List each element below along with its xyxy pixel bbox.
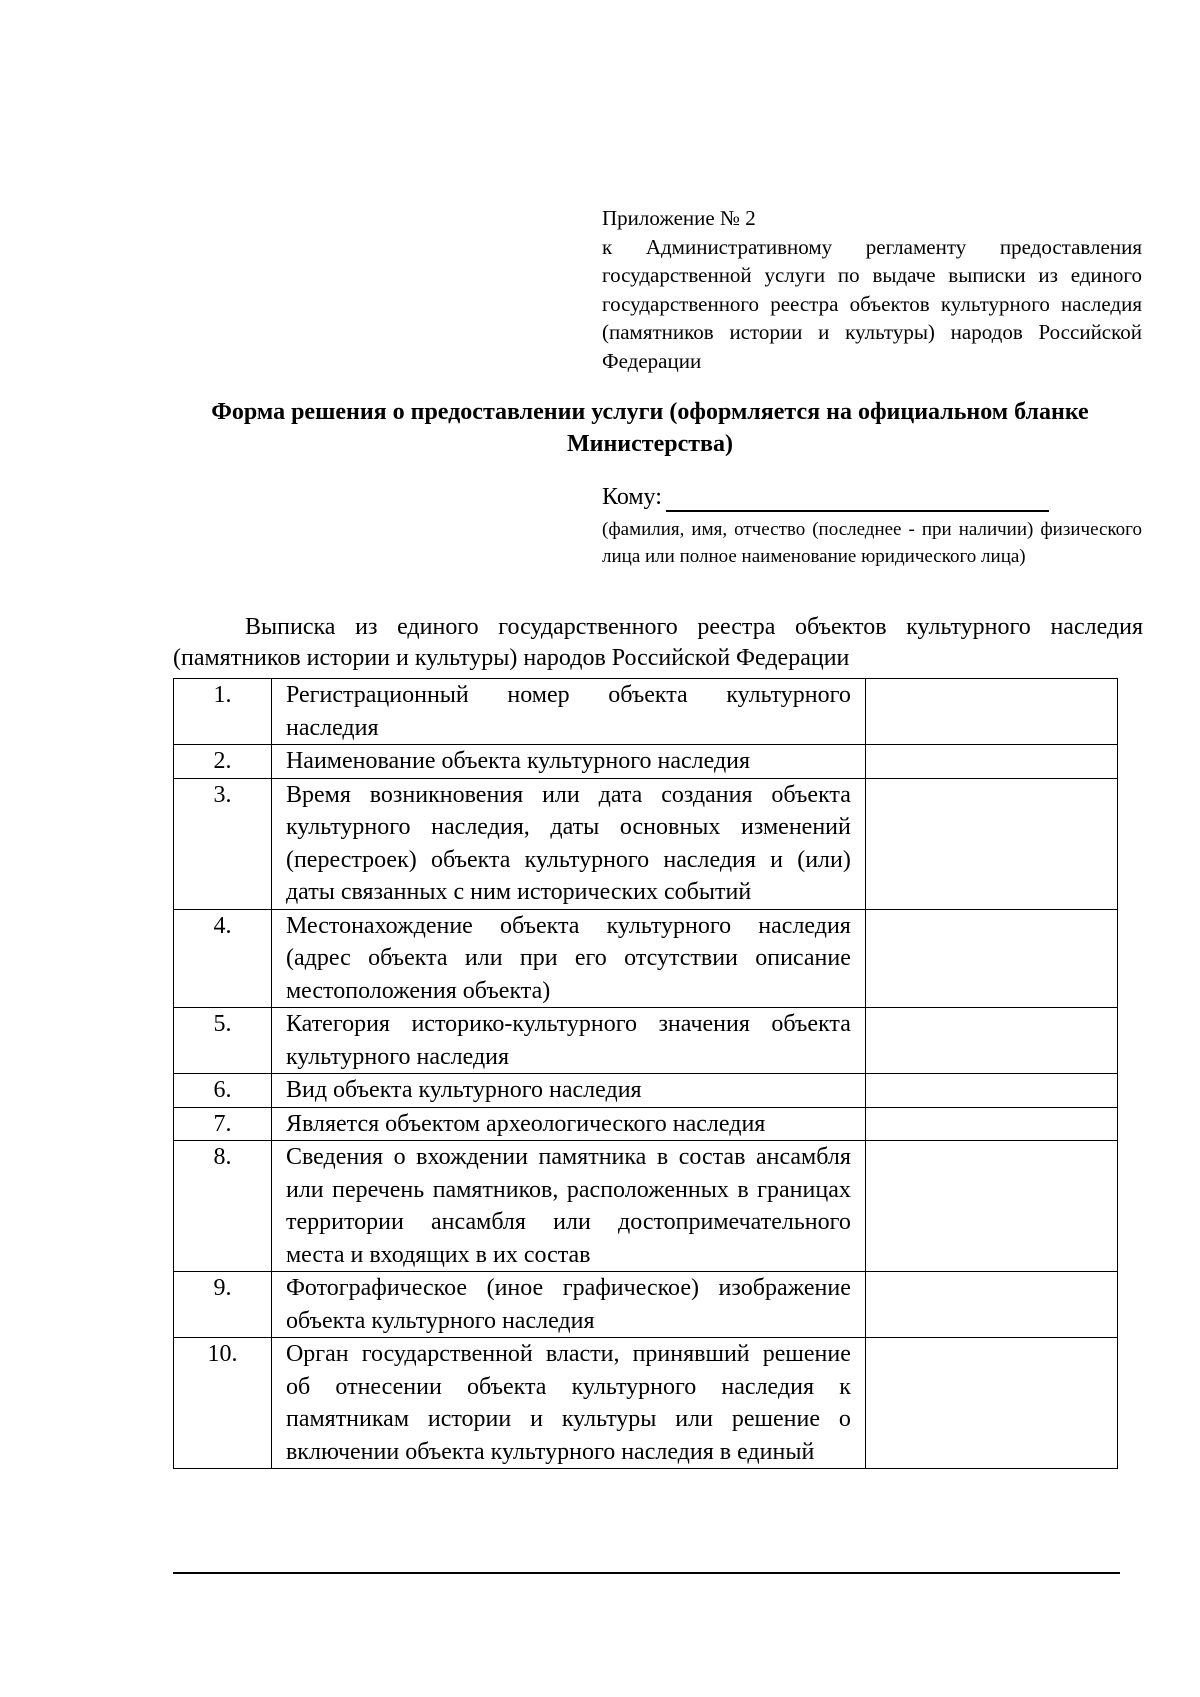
row-value-cell[interactable]: [865, 1074, 1117, 1108]
annex-block: [602, 204, 1142, 375]
row-number: 2.: [174, 745, 272, 779]
row-value-cell[interactable]: [865, 909, 1117, 1008]
row-label: Местонахождение объекта культурного наследия (адрес объекта или при его отсутствии описание местоположения объекта): [271, 909, 865, 1008]
table-row: [174, 1074, 1118, 1108]
recipient-blank-field[interactable]: [666, 482, 1049, 512]
table-row: [174, 1141, 1118, 1272]
row-label: Орган государственной власти, принявший решение об отнесении объекта культурного наследия к памятникам истории и культуры или решение о включении объекта культурного наследия в единый: [271, 1338, 865, 1469]
table-row: [174, 1008, 1118, 1074]
row-label: Фотографическое (иное графическое) изображение объекта культурного наследия: [271, 1272, 865, 1338]
table-row: [174, 679, 1118, 745]
register-table: [173, 678, 1118, 1469]
row-value-cell[interactable]: [865, 1272, 1117, 1338]
row-value-cell[interactable]: [865, 1107, 1117, 1141]
recipient-label: Кому:: [602, 484, 662, 510]
row-label: Регистрационный номер объекта культурного наследия: [271, 679, 865, 745]
annex-title: Приложение № 2: [602, 206, 756, 230]
table-row: [174, 1272, 1118, 1338]
row-value-cell[interactable]: [865, 778, 1117, 909]
table-row: [174, 1338, 1118, 1469]
row-value-cell[interactable]: [865, 1008, 1117, 1074]
row-number: 7.: [174, 1107, 272, 1141]
table-row: [174, 1107, 1118, 1141]
form-heading: Форма решения о предоставлении услуги (оформляется на официальном бланке Министерства): [211, 399, 1089, 457]
row-value-cell[interactable]: [865, 1141, 1117, 1272]
row-number: 8.: [174, 1141, 272, 1272]
row-number: 4.: [174, 909, 272, 1008]
row-number: 1.: [174, 679, 272, 745]
table-row: [174, 745, 1118, 779]
row-number: 10.: [174, 1338, 272, 1469]
recipient-hint: (фамилия, имя, отчество (последнее - при наличии) физического лица или полное наименование юридического лица): [602, 519, 1142, 567]
row-label: Категория историко-культурного значения объекта культурного наследия: [271, 1008, 865, 1074]
row-label: Время возникновения или дата создания объекта культурного наследия, даты основных изменений (перестроек) объекта культурного наследия и (или) даты связанных с ним исторических событий: [271, 778, 865, 909]
row-number: 6.: [174, 1074, 272, 1108]
row-value-cell[interactable]: [865, 679, 1117, 745]
recipient-line: [602, 482, 1142, 512]
row-label: Вид объекта культурного наследия: [271, 1074, 865, 1108]
row-number: 9.: [174, 1272, 272, 1338]
row-label: Является объектом археологического наследия: [271, 1107, 865, 1141]
row-number: 3.: [174, 778, 272, 909]
table-row: [174, 778, 1118, 909]
annex-text: к Административному регламенту предоставления государственной услуги по выдаче выписки из единого государственного реестра объектов культурного наследия (памятников истории и культуры) народов Российской Федерации: [602, 234, 1142, 373]
row-label: Наименование объекта культурного наследия: [271, 745, 865, 779]
table-bottom-border: [173, 1572, 1120, 1574]
table-row: [174, 909, 1118, 1008]
row-number: 5.: [174, 1008, 272, 1074]
row-value-cell[interactable]: [865, 1338, 1117, 1469]
row-value-cell[interactable]: [865, 745, 1117, 779]
extract-intro: Выписка из единого государственного реестра объектов культурного наследия (памятников истории и культуры) народов Российской Федерации: [173, 614, 1143, 671]
row-label: Сведения о вхождении памятника в состав ансамбля или перечень памятников, расположенных в границах территории ансамбля или достопримечательного места и входящих в их состав: [271, 1141, 865, 1272]
